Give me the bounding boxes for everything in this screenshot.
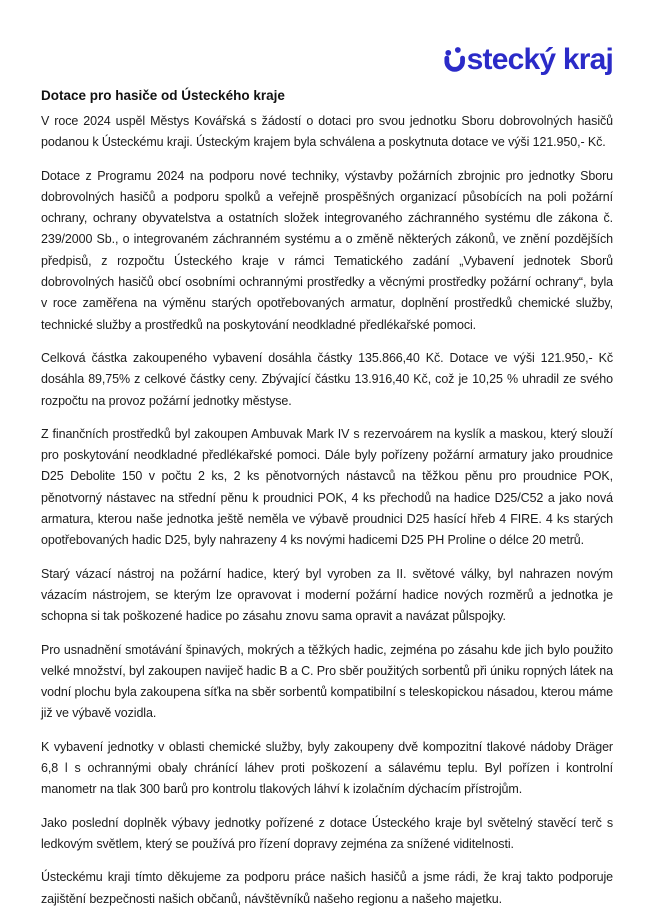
paragraph-chemical-service: K vybavení jednotky v oblasti chemické služby, byly zakoupeny dvě kompozitní tlakové nádoby Dräger 6,8 l s ochrannými obaly chránící láhev proti poškození a sálavému teplu. Byl pořízen i kontrolní manometr na tlak 300 barů pro kontrolu tlakových láhví k izolačním dýchacím přístrojům. bbox=[41, 739, 613, 797]
paragraph-thanks: Ústeckému kraji tímto děkujeme za podporu práce našich hasičů a jsme rádi, že kraj takto podporuje zajištění bezpečnosti našich občanů, návštěvníků našeho regionu a našeho majetku. bbox=[41, 870, 613, 906]
document-title: Dotace pro hasiče od Ústeckého kraje bbox=[41, 88, 285, 103]
paragraph-intro: V roce 2024 uspěl Městys Kovářská s žádostí o dotaci pro svou jednotku Sboru dobrovolných hasičů podanou k Ústeckému kraji. Ústeckým krajem byla schválena a poskytnuta dotace ve výši 121.950,- Kč. bbox=[41, 114, 613, 150]
ustecky-kraj-logo bbox=[443, 43, 613, 76]
header bbox=[41, 40, 613, 74]
paragraph-program: Dotace z Programu 2024 na podporu nové techniky, výstavby požárních zbrojnic pro jednotky Sboru dobrovolných hasičů a podporu spolků a veřejně prospěšných organizací působících na poli požární ochrany, ochrany obyvatelstva a ostatních složek integrovaného záchranného systému dle zákona č. 239/2000 Sb., o integrovaném záchranném systému a o změně některých zákonů, ve znění pozdějších předpisů, z rozpočtu Ústeckého kraje v rámci Tematického zadání „Vybavení jednotek Sborů dobrovolných hasičů obcí osobními ochrannými prostředky a věcnými prostředky požární ochrany“, byla v roce zaměřena na výměnu starých opotřebovaných armatur, doplnění prostředků chemické služby, technické služby a prostředků na poskytování neodkladné předlékařské pomoci. bbox=[41, 168, 613, 332]
paragraph-equipment: Z finančních prostředků byl zakoupen Ambuvak Mark IV s rezervoárem na kyslík a maskou, který slouží pro poskytování neodkladné předlékařské pomoci. Dále byly pořízeny požární armatury jako proudnice D25 Debolite 150 v počtu 2 ks, 2 ks pěnotvorných nástavců na těžkou pěnu pro proudnice POK, pěnotvorný nástavec na střední pěnu k proudnici POK, 4 ks přechodů na hadice D25/C52 a jako nová armatura, kterou naše jednotka ještě neměla ve výbavě proudnici D25 hasící hřeb 4 FIRE. 4 ks starých opotřebovaných hadic D25, byly nahrazeny 4 ks novými hadicemi D25 PH Proline o délce 20 metrů. bbox=[41, 426, 613, 548]
paragraph-costs: Celková částka zakoupeného vybavení dosáhla částky 135.866,40 Kč. Dotace ve výši 121.950,- Kč dosáhla 89,75% z celkové částky ceny. Zbývající částku 13.916,40 Kč, což je 10,25 % uhradil ze svého rozpočtu na provoz požární jednotky městyse. bbox=[41, 350, 613, 408]
paragraph-binding-tool: Starý vázací nástroj na požární hadice, který byl vyroben za II. světové války, byl nahrazen novým vázacím nástrojem, se kterým lze opravovat i moderní požární hadice nových rozměrů a jednotka je schopna si tak poškozené hadice po zásahu znovu sama opravit a navázat půlspojky. bbox=[41, 566, 613, 624]
logo-smiley-u-icon bbox=[443, 46, 466, 75]
paragraph-traffic-target: Jako poslední doplněk výbavy jednotky pořízené z dotace Ústeckého kraje byl světelný stavěcí terč s ledkovým světlem, který se používá pro řízení dopravy zejména za snížené viditelnosti. bbox=[41, 815, 613, 851]
paragraph-hose-reel: Pro usnadnění smotávání špinavých, mokrých a těžkých hadic, zejména po zásahu kde jich bylo použito velké množství, byl zakoupen naviječ hadic B a C. Pro sběr použitých sorbentů při úniku ropných látek na vodní plochu byla zakoupena síťka na sběr sorbentů kompatibilní s teleskopickou násadou, kterou máme již ve výbavě vozidla. bbox=[41, 642, 613, 721]
document-body bbox=[41, 111, 613, 910]
logo-text: stecký kraj bbox=[466, 43, 613, 76]
